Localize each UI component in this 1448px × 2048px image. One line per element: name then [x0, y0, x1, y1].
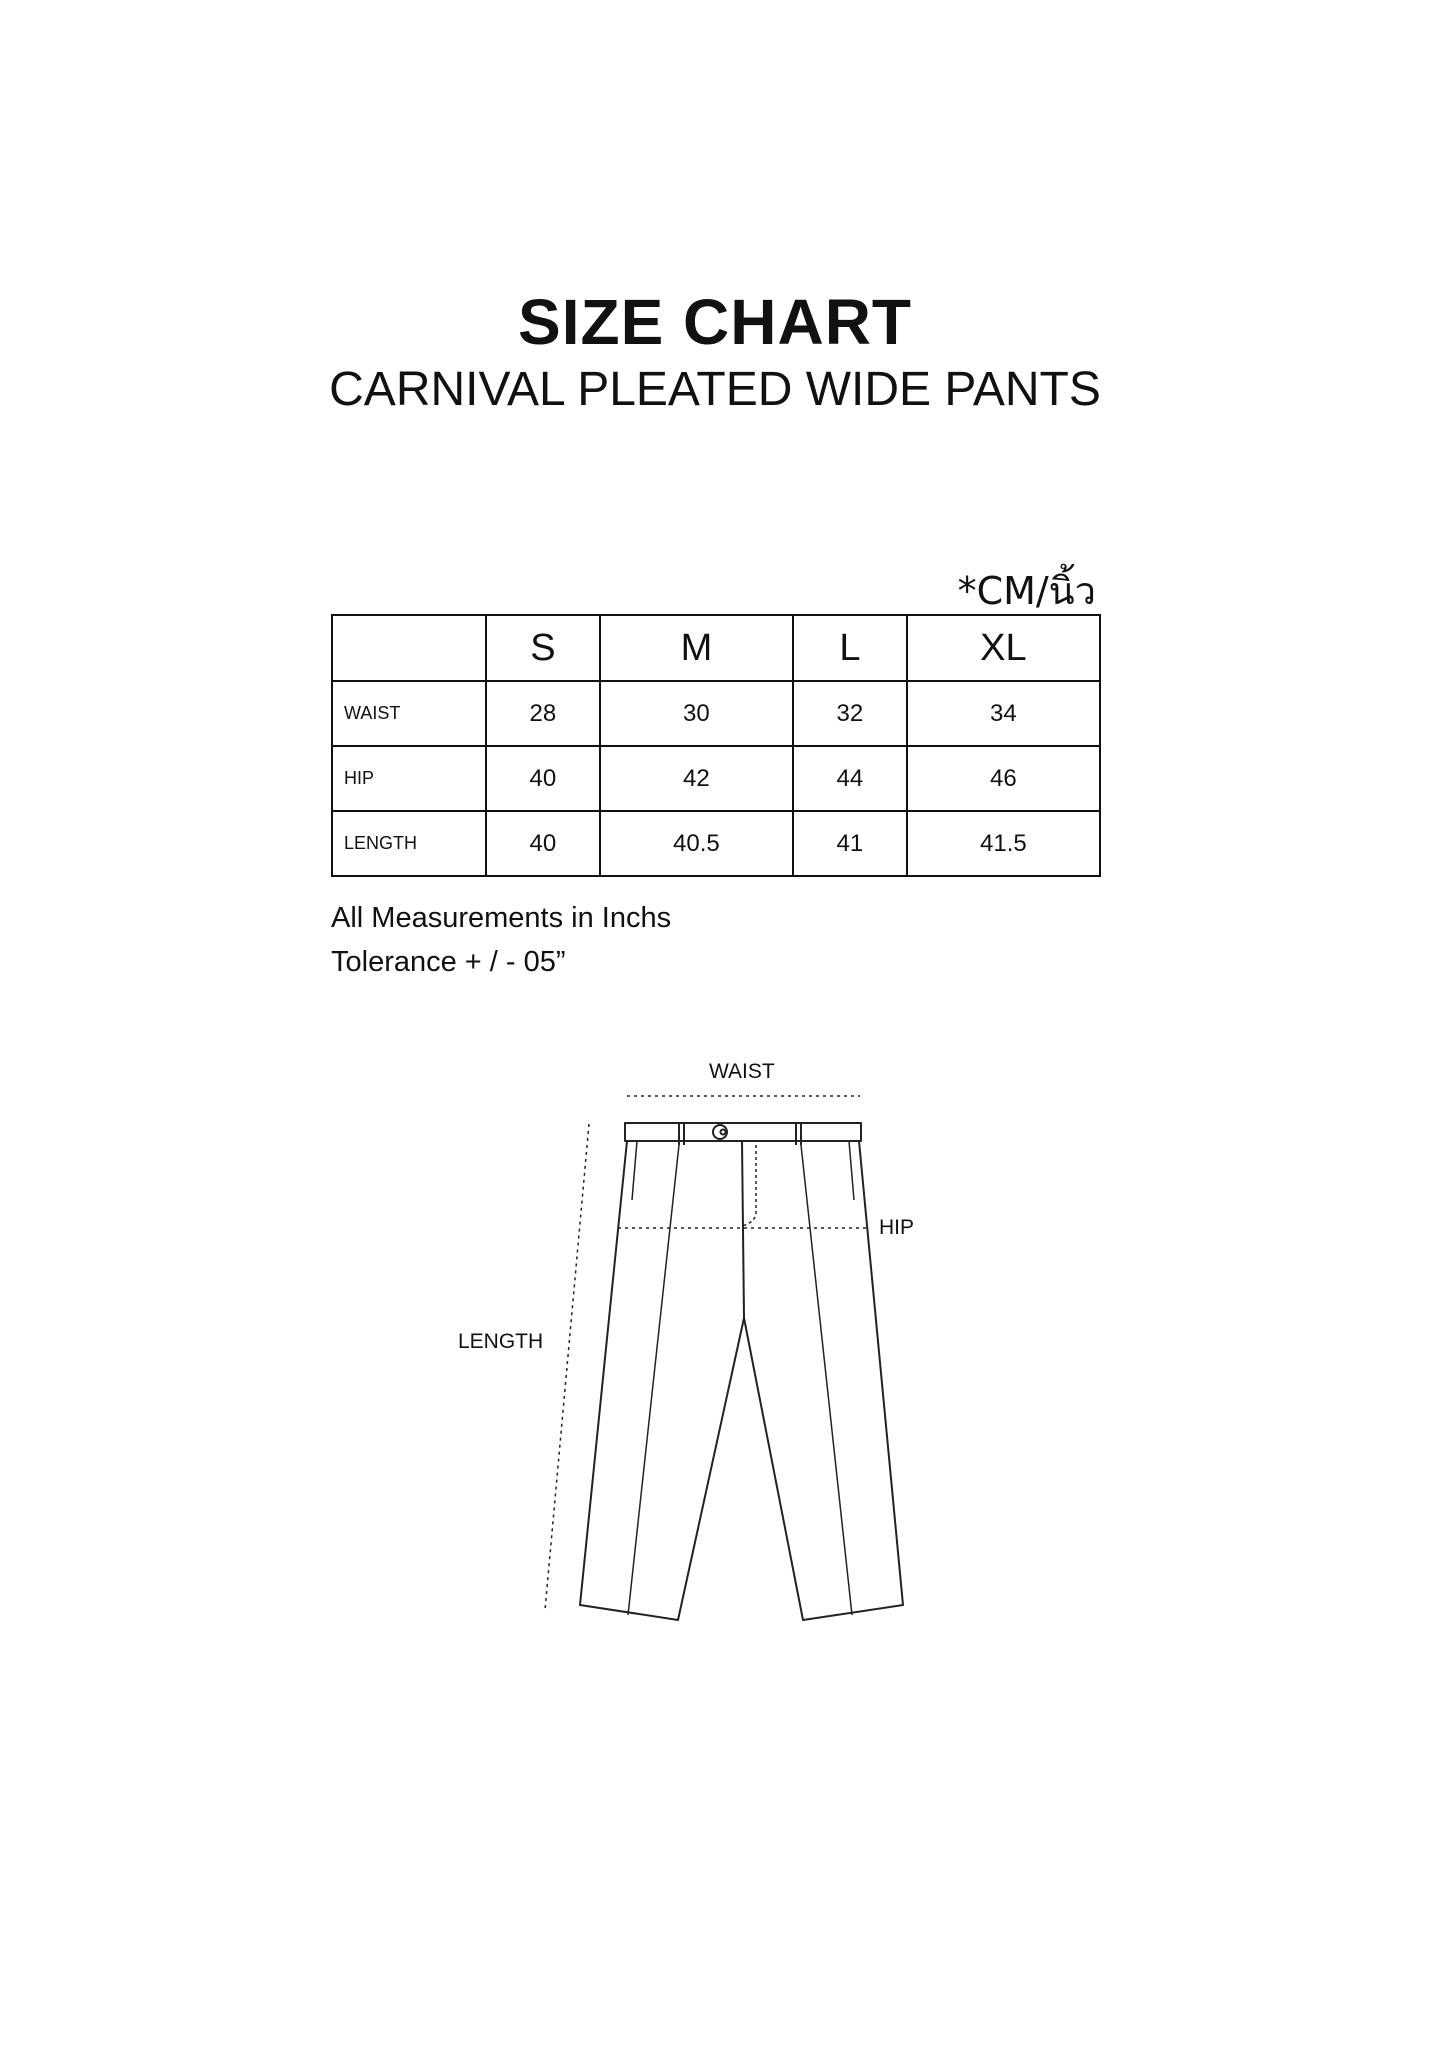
size-header: M — [600, 615, 793, 681]
table-cell: 41 — [793, 811, 907, 876]
table-cell: 28 — [486, 681, 600, 746]
table-cell: 42 — [600, 746, 793, 811]
length-guide — [545, 1124, 589, 1610]
fly-stitch — [742, 1141, 756, 1226]
waist-diagram-label: WAIST — [709, 1060, 775, 1083]
pants-outline — [580, 1141, 903, 1620]
waistband — [625, 1123, 861, 1141]
size-header: L — [793, 615, 907, 681]
row-label: WAIST — [332, 681, 486, 746]
table-cell: 46 — [907, 746, 1100, 811]
right-crease — [801, 1145, 852, 1615]
page-title: SIZE CHART — [518, 286, 912, 358]
length-diagram-label: LENGTH — [458, 1330, 544, 1353]
center-seam — [742, 1141, 744, 1318]
row-label: HIP — [332, 746, 486, 811]
size-header: S — [486, 615, 600, 681]
table-cell: 41.5 — [907, 811, 1100, 876]
table-cell: 34 — [907, 681, 1100, 746]
table-cell: 30 — [600, 681, 793, 746]
left-pocket — [632, 1141, 637, 1200]
right-pocket — [849, 1141, 854, 1200]
table-cell: 40 — [486, 746, 600, 811]
product-name: CARNIVAL PLEATED WIDE PANTS — [329, 363, 1101, 416]
button-hole — [721, 1130, 726, 1135]
measurement-unit-note: All Measurements in Inchs — [331, 902, 672, 934]
table-cell: 40 — [486, 811, 600, 876]
row-label: LENGTH — [332, 811, 486, 876]
size-header: XL — [907, 615, 1100, 681]
unit-note: *CM/นิ้ว — [957, 569, 1096, 613]
table-cell: 44 — [793, 746, 907, 811]
hip-diagram-label: HIP — [879, 1216, 915, 1239]
tolerance-note: Tolerance + / - 05” — [331, 946, 566, 978]
table-cell: 32 — [793, 681, 907, 746]
table-cell: 40.5 — [600, 811, 793, 876]
left-crease — [628, 1145, 679, 1615]
